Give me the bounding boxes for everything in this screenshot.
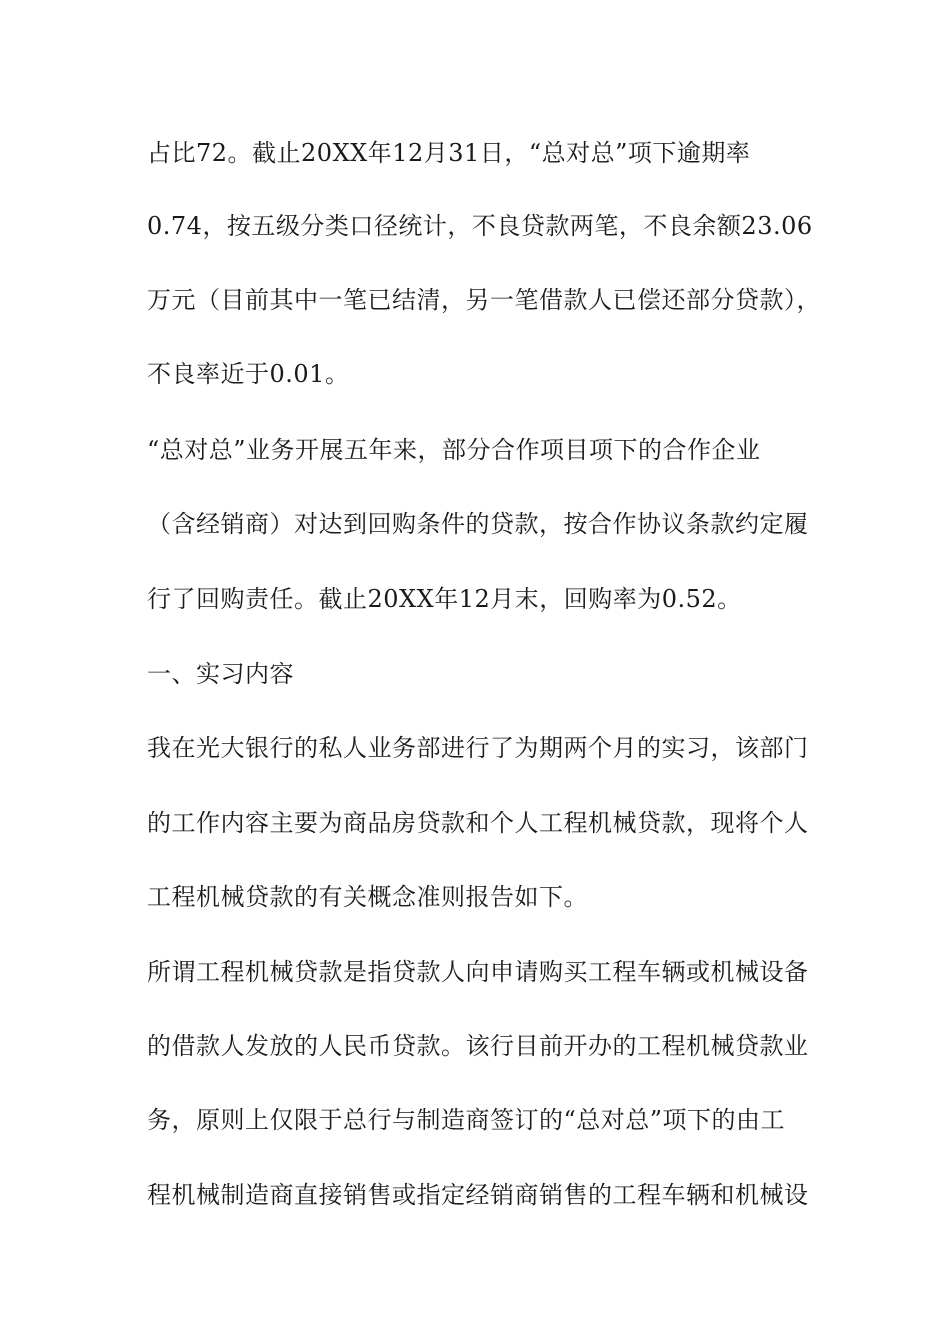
text-line: 的借款人发放的人民币贷款。该行目前开办的工程机械贷款业 [147,1032,809,1060]
text-line: 所谓工程机械贷款是指贷款人向申请购买工程车辆或机械设备 [147,958,809,986]
text-line: 务，原则上仅限于总行与制造商签订的“总对总”项下的由工 [147,1106,786,1134]
text-line: 0.74，按五级分类口径统计，不良贷款两笔，不良余额23.06 [147,212,813,240]
text-line: 行了回购责任。截止20XX年12月末，回购率为0.52。 [147,585,742,613]
text-line: （含经销商）对达到回购条件的贷款，按合作协议条款约定履 [147,510,809,538]
text-line: 工程机械贷款的有关概念准则报告如下。 [147,883,588,911]
text-line: 程机械制造商直接销售或指定经销商销售的工程车辆和机械设 [147,1181,809,1209]
text-line: 不良率近于0.01。 [147,360,350,388]
text-line: 万元（目前其中一笔已结清，另一笔借款人已偿还部分贷款）， [147,286,821,314]
text-line: 的工作内容主要为商品房贷款和个人工程机械贷款，现将个人 [147,809,809,837]
text-line: 我在光大银行的私人业务部进行了为期两个月的实习，该部门 [147,734,809,762]
text-line: “总对总”业务开展五年来，部分合作项目项下的合作企业 [147,436,761,464]
text-line: 占比72。截止20XX年12月31日，“总对总”项下逾期率 [147,139,751,167]
section-heading: 一、实习内容 [147,660,294,688]
